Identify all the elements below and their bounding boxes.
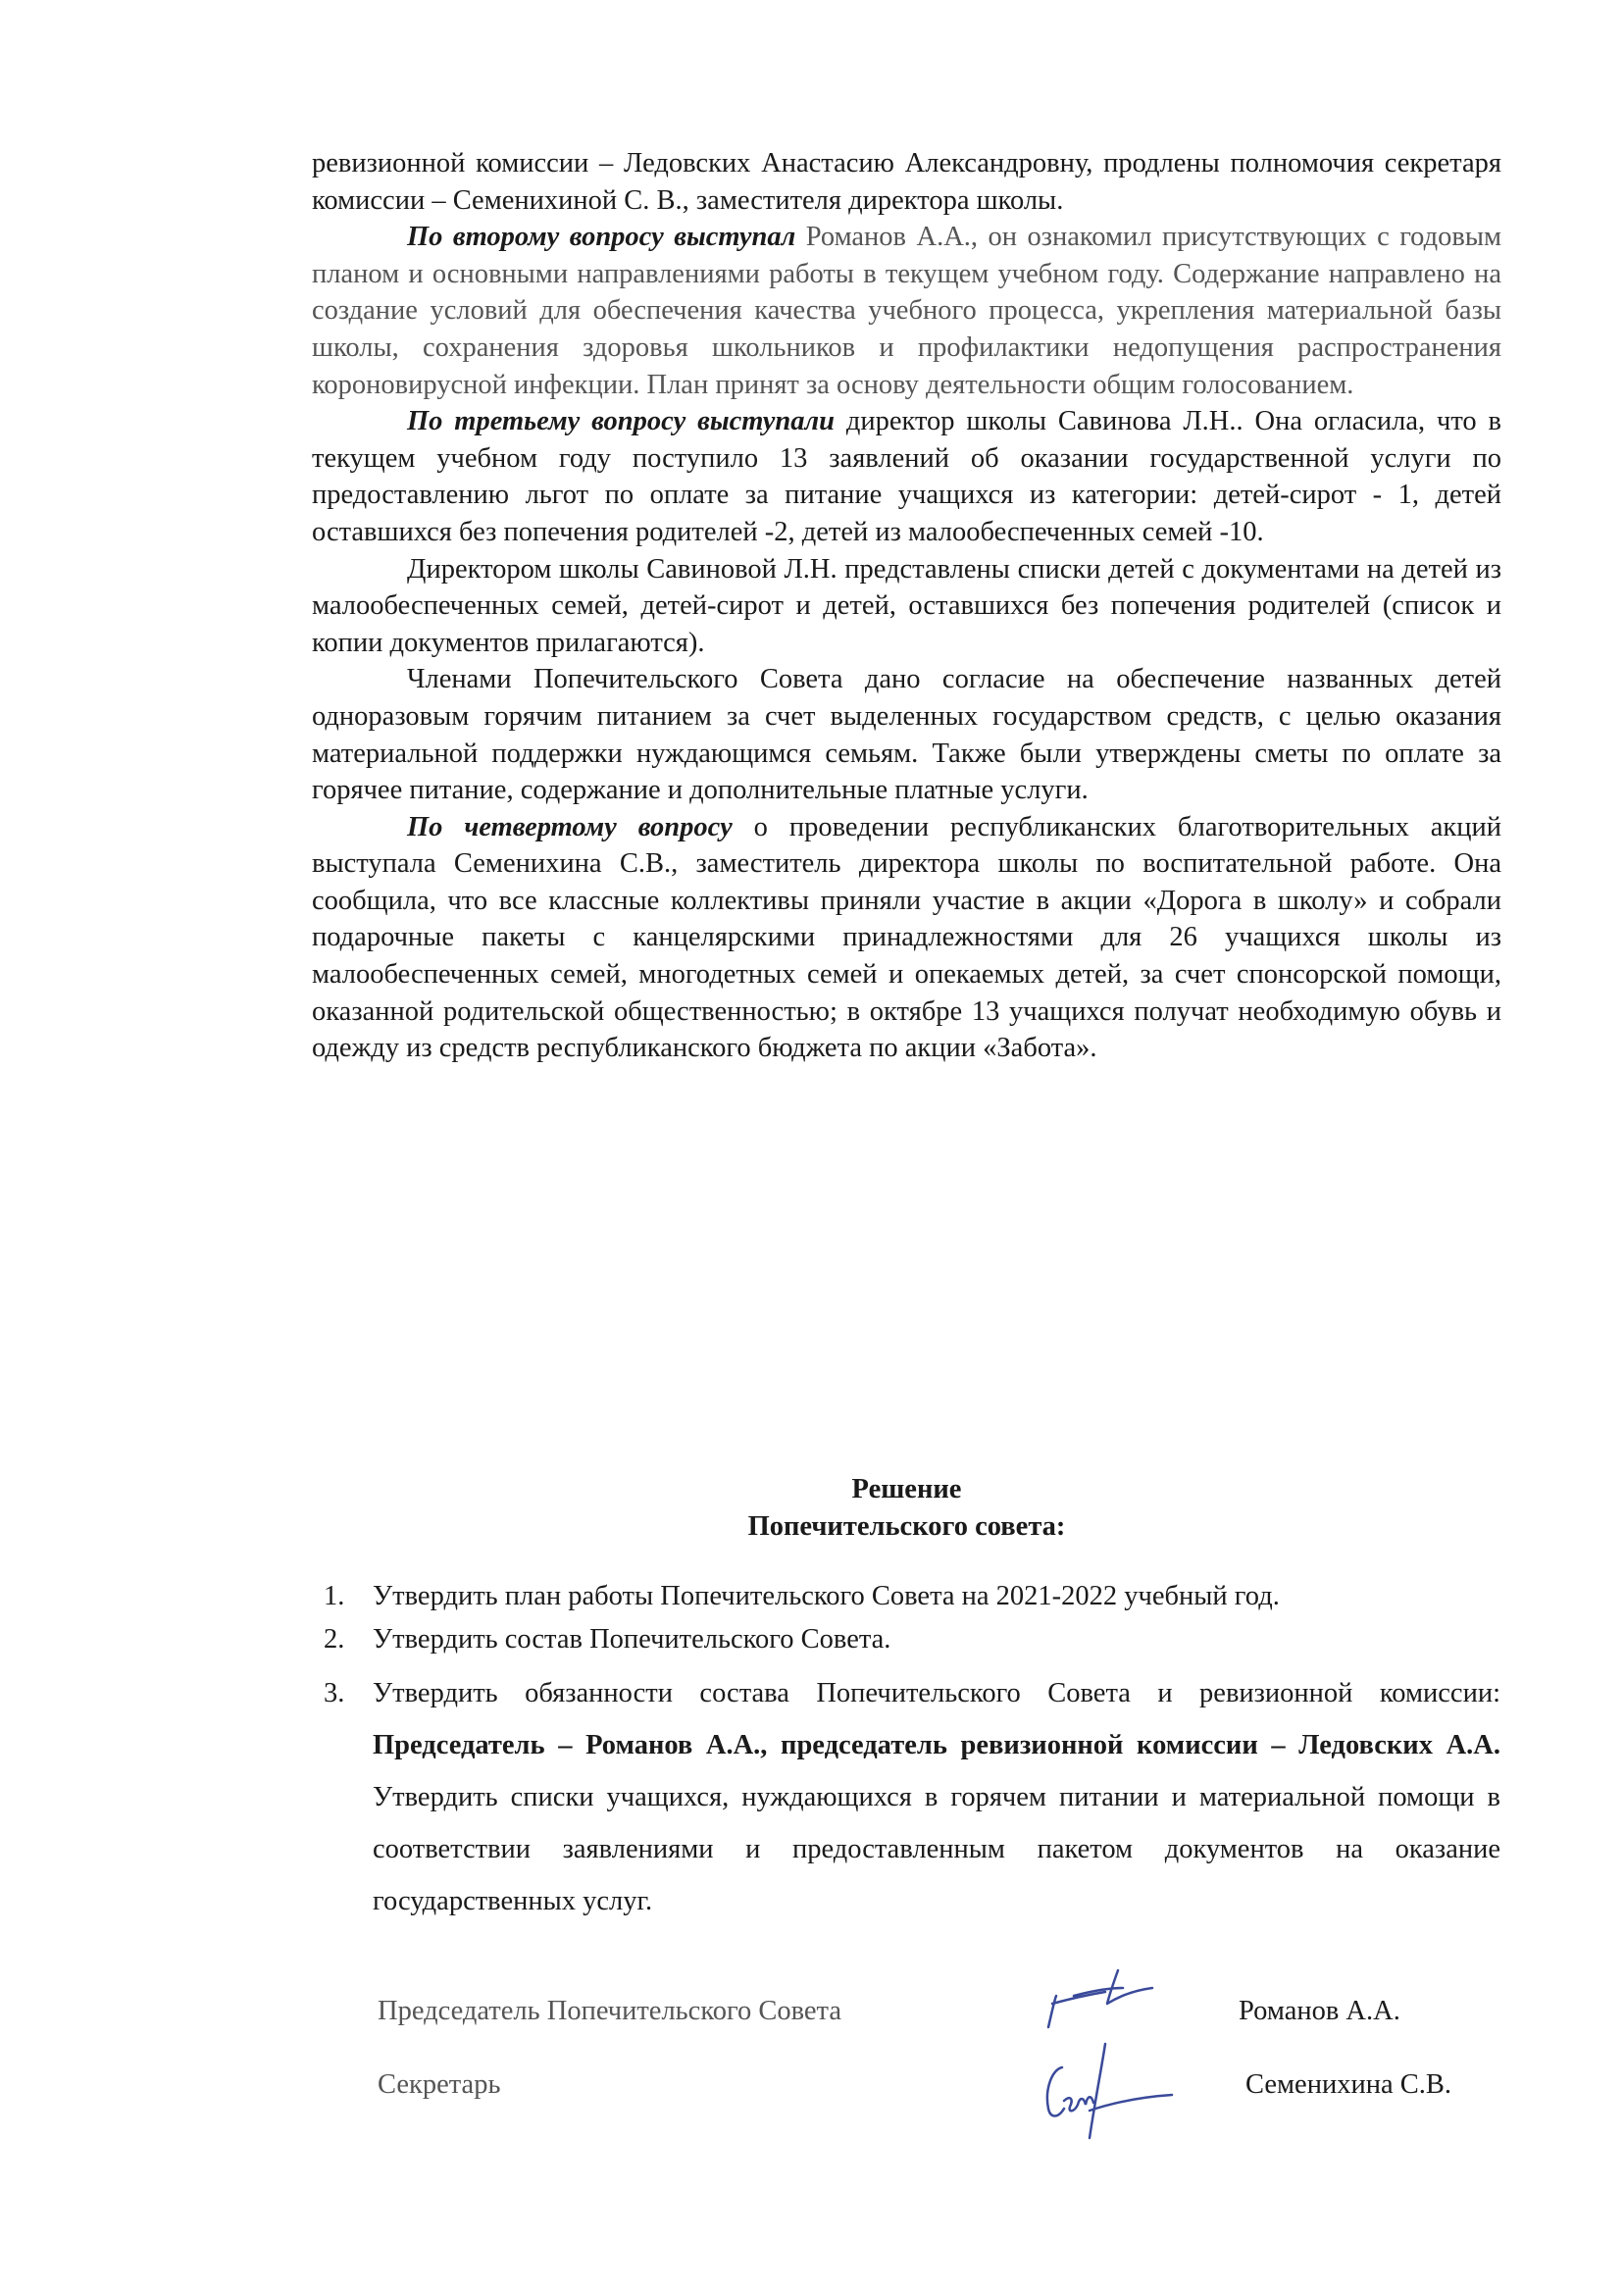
decision-item [324, 1667, 1500, 1927]
paragraph-text: Романов А.А., он ознакомил присутствующих с годовым планом и основными направлениями работы в текущем учебном году. Содержание направлено на создание условий для обеспечения качества учебного процесса, укрепления материальной базы школы, сохранения здоровья школьников и профилактики недопущения распространения короновирусной инфекции. План принят за основу деятельности общим голосованием. [312, 222, 1501, 400]
paragraph-revision-commission [312, 145, 1501, 219]
decision-item-number: 3. [324, 1678, 345, 1708]
paragraph-text: Членами Попечительского Совета дано согласие на обеспечение названных детей одноразовым горячим питанием за счет выделенных государством средств, с целью оказания материальной поддержки нуждающимся семьям. Также были утверждены сметы по оплате за горячее питание, содержание и дополнительные платные услуги. [312, 664, 1501, 806]
paragraph-director-lists [312, 551, 1501, 662]
decision-item-bold: Председатель – Романов А.А., председатель ревизионной комиссии – Ледовских А.А. [373, 1730, 1500, 1760]
decision-item-text: Утвердить состав Попечительского Совета. [373, 1624, 891, 1655]
paragraph-lead: По второму вопросу выступал [407, 222, 796, 253]
signature-role: Председатель Попечительского Совета [378, 1996, 841, 2026]
signature-name: Семенихина С.В. [1245, 2069, 1451, 2100]
document-body [312, 145, 1501, 1067]
decision-item-text: Утвердить списки учащихся, нуждающихся в горячем питании и материальной помощи в соответствии заявлениями и предоставленным пакетом документов на оказание государственных услуг. [373, 1782, 1500, 1916]
signature-name: Романов А.А. [1239, 1996, 1400, 2026]
chairman-signature [1035, 1966, 1162, 2035]
decision-item-number: 1. [324, 1581, 345, 1611]
paragraph-text: ревизионной комиссии – Ледовских Анастасию Александровну, продлены полномочия секретаря комиссии – Семенихиной С. В., заместителя директора школы. [312, 148, 1501, 216]
signature-row-chairman [378, 1996, 1515, 2055]
paragraph-lead: По четвертому вопросу [407, 811, 733, 842]
decision-item-text: Утвердить план работы Попечительского Совета на 2021-2022 учебный год. [373, 1581, 1280, 1611]
decision-item-number: 2. [324, 1624, 345, 1655]
paragraph-text: Директором школы Савиновой Л.Н. представлены списки детей с документами на детей из малообеспеченных семей, детей-сирот и детей, оставшихся без попечения родителей (список и копии документов прилагаются). [312, 553, 1501, 658]
decision-title-line1: Решение [851, 1474, 962, 1504]
paragraph-fourth-question [312, 809, 1501, 1067]
paragraph-lead: По третьему вопросу выступали [407, 406, 835, 437]
secretary-signature [1035, 2040, 1182, 2148]
paragraph-third-question [312, 403, 1501, 550]
paragraph-council-consent [312, 661, 1501, 808]
signature-role: Секретарь [378, 2069, 501, 2100]
decision-list [324, 1577, 1500, 1927]
signature-row-secretary [378, 2069, 1515, 2128]
decision-title-line2: Попечительского совета: [747, 1511, 1066, 1542]
decision-item [324, 1620, 1500, 1659]
decision-heading [312, 1471, 1501, 1546]
decision-item-text: Утвердить обязанности состава Попечительского Совета и ревизионной комиссии: [373, 1678, 1500, 1708]
paragraph-second-question [312, 219, 1501, 403]
paragraph-text: о проведении республиканских благотворительных акций выступала Семенихина С.В., заместитель директора школы по воспитательной работе. Она сообщила, что все классные коллективы приняли участие в акции «Дорога в школу» и собрали подарочные пакеты с канцелярскими принадлежностями для 26 учащихся школы из малообеспеченных семей, многодетных семей и опекаемых детей, за счет спонсорской помощи, оказанной родительской общественностью; в октябре 13 учащихся получат необходимую обувь и одежду из средств республиканского бюджета по акции «Забота». [312, 811, 1501, 1064]
paragraph-text: директор школы Савинова Л.Н.. Она огласила, что в текущем учебном году поступило 13 заявлений об оказании государственной услуги по предоставлению льгот по оплате за питание учащихся из категории: детей-сирот - 1, детей оставшихся без попечения родителей -2, детей из малообеспеченных семей -10. [312, 406, 1501, 547]
decision-item [324, 1577, 1500, 1616]
